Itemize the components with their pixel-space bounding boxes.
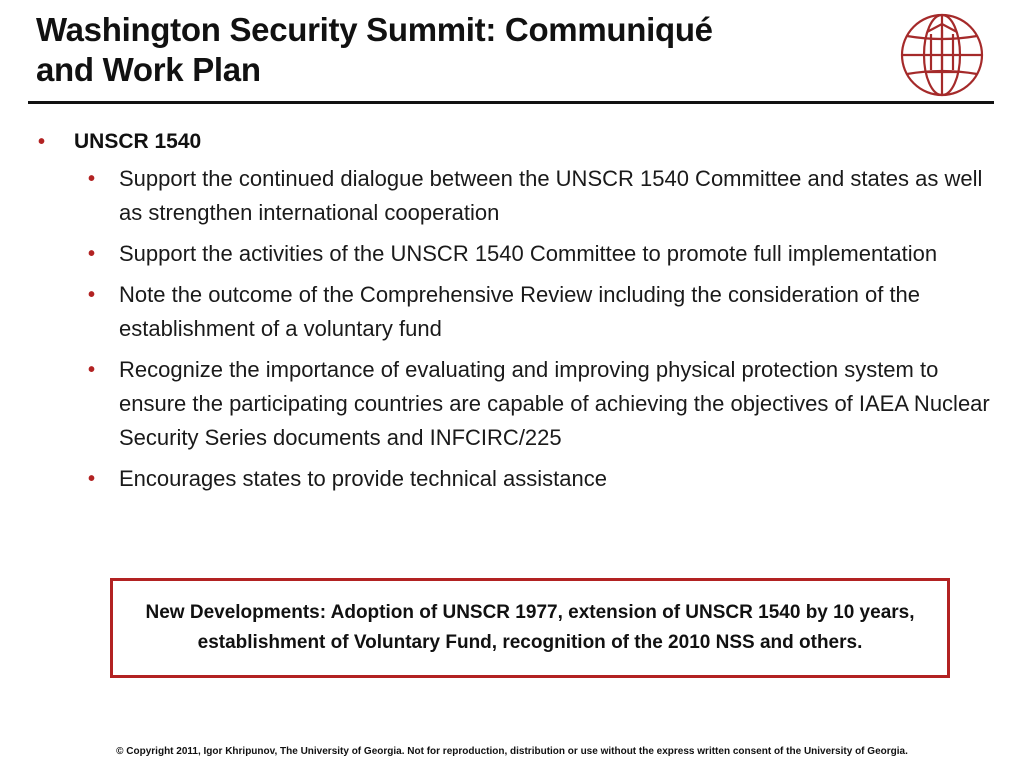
sub-bullet-list [36,162,996,496]
bullet-marker: • [88,243,96,265]
sub-bullet-item [36,278,996,346]
bullet-marker: • [88,168,96,190]
sub-bullet-item [36,353,996,455]
slide-title-line-2: and Work Plan [36,51,261,88]
bullet-marker: • [88,359,96,381]
sub-bullet-item [36,237,996,271]
sub-bullet-text: Encourages states to provide technical assistance [119,466,607,491]
sub-bullet-text: Recognize the importance of evaluating and improving physical protection system to ensure the participating countries are capable of achieving the objectives of IAEA Nuclear Security Series documents and INFCIRC/225 [119,357,990,450]
callout-text: New Developments: Adoption of UNSCR 1977, extension of UNSCR 1540 by 10 years, establishment of Voluntary Fund, recognition of the 2010 NSS and others. [145,602,915,653]
sub-bullet-item [36,162,996,230]
bullet-heading-text: UNSCR 1540 [74,130,202,153]
bullet-marker: • [88,468,96,490]
globe-column-logo-icon [899,12,985,98]
new-developments-callout [110,578,950,678]
slide-title [36,10,856,90]
sub-bullet-text: Support the activities of the UNSCR 1540 Committee to promote full implementation [119,241,938,266]
bullet-marker: • [88,284,96,306]
copyright-footer: © Copyright 2011, Igor Khripunov, The University of Georgia. Not for reproduction, distribution or use without the express written consent of the University of Georgia. [116,746,908,757]
sub-bullet-text: Note the outcome of the Comprehensive Review including the consideration of the establishment of a voluntary fund [119,282,921,341]
title-divider [28,101,994,104]
bullet-marker: • [38,131,46,153]
sub-bullet-item [36,462,996,496]
sub-bullet-text: Support the continued dialogue between the UNSCR 1540 Committee and states as well as strengthen international cooperation [119,166,983,225]
slide-title-line-1: Washington Security Summit: Communiqué [36,11,713,48]
bullet-content [36,126,996,503]
bullet-heading [36,126,996,158]
